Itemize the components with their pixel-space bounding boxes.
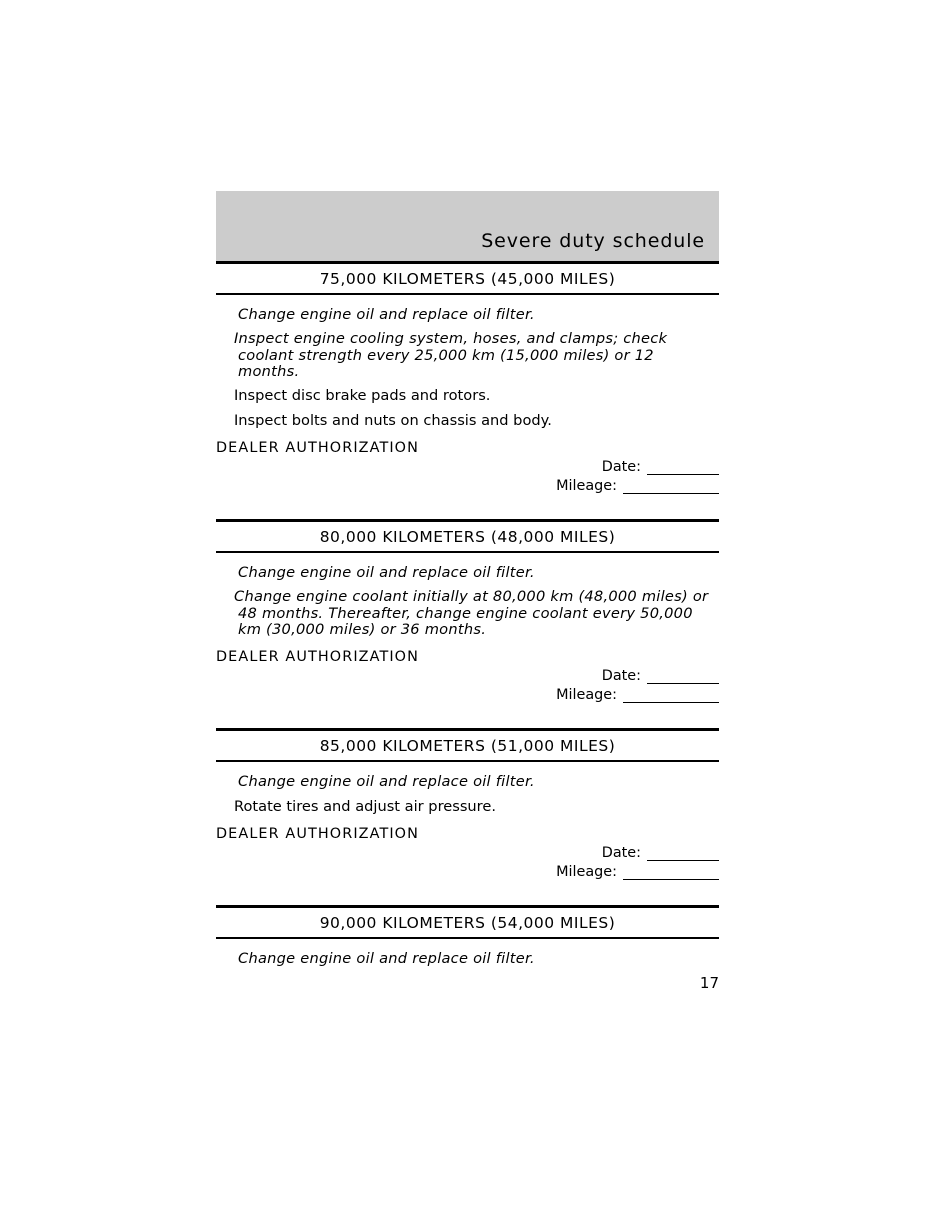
authorization-fields — [216, 668, 719, 703]
date-field-row — [216, 459, 719, 475]
section-heading: 75,000 KILOMETERS (45,000 MILES) — [319, 270, 616, 288]
list-item: Change engine oil and replace oil filter. — [238, 564, 535, 582]
page-content — [216, 191, 719, 992]
section-gap — [216, 706, 719, 728]
section-heading: 90,000 KILOMETERS (54,000 MILES) — [319, 914, 616, 933]
date-label: Date: — [601, 668, 641, 685]
date-input[interactable] — [647, 460, 719, 475]
schedule-section-85000 — [216, 728, 719, 880]
mileage-input[interactable] — [623, 479, 719, 494]
maintenance-item-list — [216, 939, 719, 967]
page-number: 17 — [699, 974, 719, 992]
list-item: Change engine oil and replace oil filter. — [238, 773, 535, 791]
date-label: Date: — [601, 459, 641, 476]
mileage-label: Mileage: — [556, 864, 617, 881]
schedule-section-90000 — [216, 905, 719, 967]
mileage-field-row — [216, 478, 719, 494]
mileage-label: Mileage: — [556, 478, 617, 495]
maintenance-item-list — [216, 762, 719, 815]
date-field-row — [216, 845, 719, 861]
maintenance-item-list — [216, 553, 719, 638]
mileage-input[interactable] — [623, 688, 719, 703]
schedule-section-80000 — [216, 519, 719, 703]
authorization-fields — [216, 845, 719, 880]
list-item: Change engine oil and replace oil filter. — [238, 950, 535, 968]
mileage-label: Mileage: — [556, 687, 617, 704]
section-gap — [216, 497, 719, 519]
mileage-input[interactable] — [623, 865, 719, 880]
date-label: Date: — [601, 845, 641, 862]
list-item: Change engine oil and replace oil filter. — [238, 306, 535, 323]
section-gap — [216, 883, 719, 905]
maintenance-item-list — [216, 295, 719, 429]
list-item: Rotate tires and adjust air pressure. — [234, 797, 496, 815]
section-header-band — [216, 191, 719, 261]
list-item: Change engine coolant initially at 80,000 km (48,000 miles) or 48 months. Thereafter, change engine coolant every 50,000 km (30,000 miles) or 36 months. — [234, 588, 709, 639]
mileage-field-row — [216, 864, 719, 880]
date-input[interactable] — [647, 669, 719, 684]
schedule-section-75000 — [216, 261, 719, 494]
list-item: Inspect disc brake pads and rotors. — [234, 387, 491, 405]
page-title: Severe duty schedule — [481, 230, 705, 252]
dealer-authorization-label: DEALER AUTHORIZATION — [216, 440, 419, 457]
authorization-fields — [216, 459, 719, 494]
mileage-field-row — [216, 687, 719, 703]
date-input[interactable] — [647, 846, 719, 861]
section-heading: 85,000 KILOMETERS (51,000 MILES) — [319, 737, 616, 756]
dealer-authorization-label: DEALER AUTHORIZATION — [216, 826, 419, 843]
dealer-authorization-label: DEALER AUTHORIZATION — [216, 649, 419, 666]
list-item: Inspect engine cooling system, hoses, and clamps; check coolant strength every 25,000 km (15,000 miles) or 12 months. — [234, 330, 668, 381]
date-field-row — [216, 668, 719, 684]
list-item: Inspect bolts and nuts on chassis and body. — [234, 411, 552, 429]
section-heading: 80,000 KILOMETERS (48,000 MILES) — [319, 528, 616, 547]
